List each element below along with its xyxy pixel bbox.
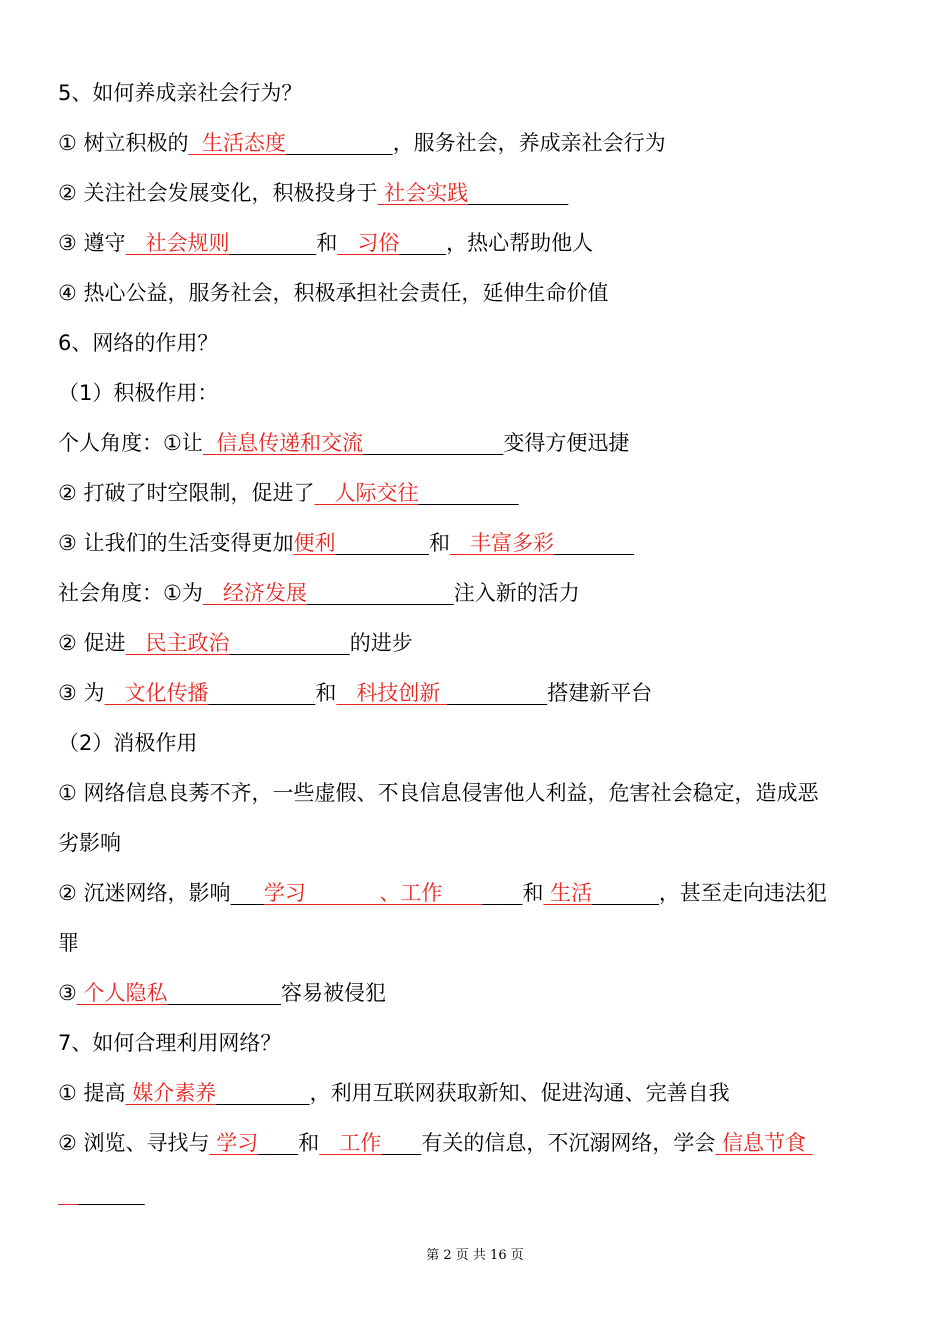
text: ，热心帮助他人 bbox=[446, 231, 594, 255]
blank bbox=[203, 431, 363, 455]
blank-tail bbox=[230, 231, 317, 255]
blank bbox=[319, 1131, 381, 1155]
answer: 社会规则 bbox=[145, 231, 230, 255]
blank-tail bbox=[209, 681, 316, 705]
answer: 学习 bbox=[216, 1131, 259, 1155]
text: 个人角度：①让 bbox=[58, 431, 203, 455]
q7-title: 7、如何合理利用网络？ bbox=[58, 1031, 282, 1055]
text: 和 bbox=[428, 531, 450, 555]
blank-tail bbox=[286, 131, 393, 155]
blank bbox=[294, 531, 336, 555]
answer: 民主政治 bbox=[145, 631, 230, 655]
q6-negative-2-cont: 罪 bbox=[58, 931, 79, 955]
blank-tail bbox=[307, 581, 454, 605]
blank bbox=[264, 881, 483, 905]
blank-tail bbox=[592, 881, 659, 905]
answer: 科技创新 bbox=[356, 681, 441, 705]
blank-cont bbox=[58, 1181, 78, 1205]
text: ① 树立积极的 bbox=[58, 131, 189, 155]
blank-tail bbox=[399, 231, 446, 255]
q6-negative-2 bbox=[58, 878, 827, 908]
blank bbox=[715, 1131, 812, 1155]
blank bbox=[105, 681, 209, 705]
q6-personal-1 bbox=[58, 428, 629, 458]
blank-tail bbox=[363, 431, 503, 455]
answer: 社会实践 bbox=[384, 181, 469, 205]
text: ③ 遵守 bbox=[58, 231, 126, 255]
q6-social-3 bbox=[58, 678, 652, 708]
text: 社会角度：①为 bbox=[58, 581, 203, 605]
text: ② 沉迷网络，影响 bbox=[58, 881, 231, 905]
blank-tail bbox=[419, 481, 519, 505]
text: 有关的信息，不沉溺网络，学会 bbox=[421, 1131, 716, 1155]
text: 变得方便迅捷 bbox=[503, 431, 630, 455]
blank bbox=[378, 181, 469, 205]
q7-line-2-cont bbox=[58, 1178, 145, 1208]
blank-tail bbox=[447, 681, 547, 705]
blank bbox=[337, 231, 399, 255]
blank-tail bbox=[258, 1131, 298, 1155]
q6-personal-2 bbox=[58, 478, 519, 508]
blank bbox=[543, 881, 592, 905]
text: 和 bbox=[316, 231, 338, 255]
q6-negative-3 bbox=[58, 978, 386, 1008]
q5-line-4: ④ 热心公益，服务社会，积极承担社会责任，延伸生命价值 bbox=[58, 281, 609, 305]
text: ，甚至走向违法犯 bbox=[658, 881, 827, 905]
text: 容易被侵犯 bbox=[281, 981, 386, 1005]
text: ，服务社会，养成亲社会行为 bbox=[392, 131, 666, 155]
blank-tail bbox=[216, 1081, 309, 1105]
q6-personal-3 bbox=[58, 528, 634, 558]
blank-tail bbox=[381, 1131, 421, 1155]
blank bbox=[210, 1131, 259, 1155]
text: ② 浏览、寻找与 bbox=[58, 1131, 210, 1155]
blank bbox=[77, 981, 168, 1005]
q6-social-1 bbox=[58, 578, 580, 608]
answer: 生活态度 bbox=[201, 131, 286, 155]
text: ③ bbox=[58, 981, 77, 1005]
blank bbox=[336, 681, 447, 705]
blank-tail bbox=[554, 531, 634, 555]
blank bbox=[126, 1081, 217, 1105]
text: ② 打破了时空限制，促进了 bbox=[58, 481, 315, 505]
q6-sub1: （1）积极作用： bbox=[58, 381, 219, 405]
answer: 经济发展 bbox=[222, 581, 307, 605]
answer-separator: 、 bbox=[379, 881, 401, 905]
q6-negative-1-cont: 劣影响 bbox=[58, 831, 121, 855]
q6-sub2: （2）消极作用 bbox=[58, 731, 198, 755]
page-footer: 第 2 页 共 16 页 bbox=[426, 1248, 524, 1263]
blank bbox=[126, 631, 230, 655]
text: ② 促进 bbox=[58, 631, 126, 655]
answer: 工作 bbox=[339, 1131, 382, 1155]
answer: 个人隐私 bbox=[83, 981, 168, 1005]
answer: 工作 bbox=[400, 881, 443, 905]
blank-tail bbox=[336, 531, 429, 555]
blank bbox=[126, 231, 230, 255]
q6-title: 6、网络的作用？ bbox=[58, 331, 219, 355]
blank bbox=[189, 131, 286, 155]
blank-tail bbox=[482, 881, 522, 905]
text: ③ 让我们的生活变得更加 bbox=[58, 531, 294, 555]
answer: 文化传播 bbox=[124, 681, 209, 705]
q7-line-2 bbox=[58, 1128, 813, 1158]
q5-line-2 bbox=[58, 178, 568, 208]
answer: 生活 bbox=[550, 881, 593, 905]
text: ，利用互联网获取新知、促进沟通、完善自我 bbox=[309, 1081, 730, 1105]
answer: 媒介素养 bbox=[132, 1081, 217, 1105]
text: ① 提高 bbox=[58, 1081, 126, 1105]
blank-tail bbox=[468, 181, 568, 205]
text: ② 关注社会发展变化，积极投身于 bbox=[58, 181, 378, 205]
text: 和 bbox=[315, 681, 337, 705]
blank-head bbox=[231, 881, 264, 905]
blank-tail bbox=[78, 1181, 145, 1205]
blank-tail bbox=[230, 631, 350, 655]
answer: 习俗 bbox=[357, 231, 400, 255]
answer: 便利 bbox=[293, 531, 336, 555]
text: 搭建新平台 bbox=[547, 681, 653, 705]
answer: 学习 bbox=[263, 881, 306, 905]
q7-line-1 bbox=[58, 1078, 730, 1108]
blank bbox=[203, 581, 307, 605]
text: 和 bbox=[298, 1131, 320, 1155]
answer: 信息传递和交流 bbox=[216, 431, 364, 455]
blank bbox=[450, 531, 554, 555]
answer: 丰富多彩 bbox=[470, 531, 555, 555]
q5-line-1 bbox=[58, 128, 666, 158]
text: 注入新的活力 bbox=[453, 581, 580, 605]
text: 和 bbox=[522, 881, 544, 905]
text: ③ 为 bbox=[58, 681, 105, 705]
blank-tail bbox=[168, 981, 281, 1005]
blank bbox=[315, 481, 419, 505]
q5-title: 5、如何养成亲社会行为？ bbox=[58, 81, 303, 105]
answer: 人际交往 bbox=[334, 481, 419, 505]
answer: 信息节食 bbox=[722, 1131, 807, 1155]
q5-line-3 bbox=[58, 228, 593, 258]
text: 的进步 bbox=[349, 631, 413, 655]
q6-negative-1: ① 网络信息良莠不齐，一些虚假、不良信息侵害他人利益，危害社会稳定，造成恶 bbox=[58, 781, 819, 805]
q6-social-2 bbox=[58, 628, 413, 658]
